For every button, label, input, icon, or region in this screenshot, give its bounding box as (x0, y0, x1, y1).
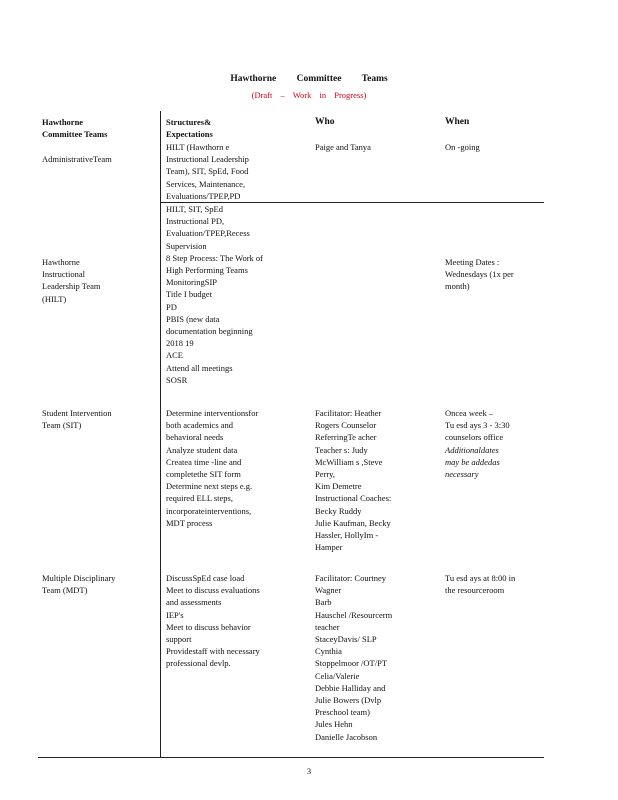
row-mdt-who: Facilitator: Courtney Wagner Barb Hauschel /Resourcerm teacher StaceyDavis/ SLP Cynthia Stoppelmoor /OT/PT Celia/Valerie Debbie Halliday and Julie Bowers (Dvlp Preschool team) Jules Hehn Danielle Jacobson (315, 573, 393, 742)
document-subtitle: (Draft – Work in Progress) (251, 90, 367, 100)
row-admin-when: On -going (445, 142, 480, 152)
row-admin-team: AdministrativeTeam (42, 154, 112, 164)
row-sit-structures: Determine interventionsfor both academics and behavioral needs Analyze student data Createa time -line and completethe SIT form Determine next steps e.g. required ELL steps, incorporateinterventions, MDT process (166, 408, 259, 528)
row-sit-when-note: Additionaldates may be addedas necessary (445, 445, 500, 480)
row-mdt-structures: DiscussSpEd case load Meet to discuss evaluations and assessments IEP's Meet to discuss behavior support Providestaff with necessary professional devlp. (166, 573, 260, 669)
header-who: Who (315, 117, 335, 127)
column-divider (160, 111, 161, 758)
row-sit-who: Facilitator: Heather Rogers Counselor ReferringTe acher Teacher s: Judy McWilliam s ,Steve Perry, Kim Demetre Instructional Coaches: Becky Ruddy Julie Kaufman, Becky Hassler, HollyIm - Hamper (315, 408, 392, 553)
document-title: Hawthorne Committee Teams (230, 74, 388, 84)
header-when: When (445, 117, 470, 127)
row-mdt-team: Multiple Disciplinary Team (MDT) (42, 573, 116, 596)
row-admin-who: Paige and Tanya (315, 142, 371, 152)
row-mdt-when: Tu esd ays at 8:00 in the resourceroom (445, 573, 516, 596)
row-sit-team: Student Intervention Team (SIT) (42, 408, 112, 431)
row-sit-when: Oncea week – Tu esd ays 3 - 3:30 counselors office (445, 408, 510, 443)
table-bottom-rule (38, 757, 544, 758)
header-structures: Structures& Expectations (166, 117, 213, 140)
row-hilt-structures: HILT, SIT, SpEd Instructional PD, Evaluation/TPEP,Recess Supervision 8 Step Process: The Work of High Performing Teams MonitoringSIP Title I budget PD PBIS (new data documentation beginning 2018 19 ACE Attend all meetings SOSR (166, 204, 263, 385)
page-number: 3 (306, 766, 312, 776)
row-hilt-when: Meeting Dates : Wednesdays (1x per month) (445, 257, 514, 292)
row-admin-structures: HILT (Hawthorn e Instructional Leadership Team), SIT, SpEd, Food Services, Maintenance, Evaluations/TPEP,PD (166, 142, 249, 201)
row-hilt-team: Hawthorne Instructional Leadership Team (HILT) (42, 257, 101, 304)
header-team: Hawthorne Committee Teams (42, 117, 108, 140)
row-divider (160, 202, 544, 203)
